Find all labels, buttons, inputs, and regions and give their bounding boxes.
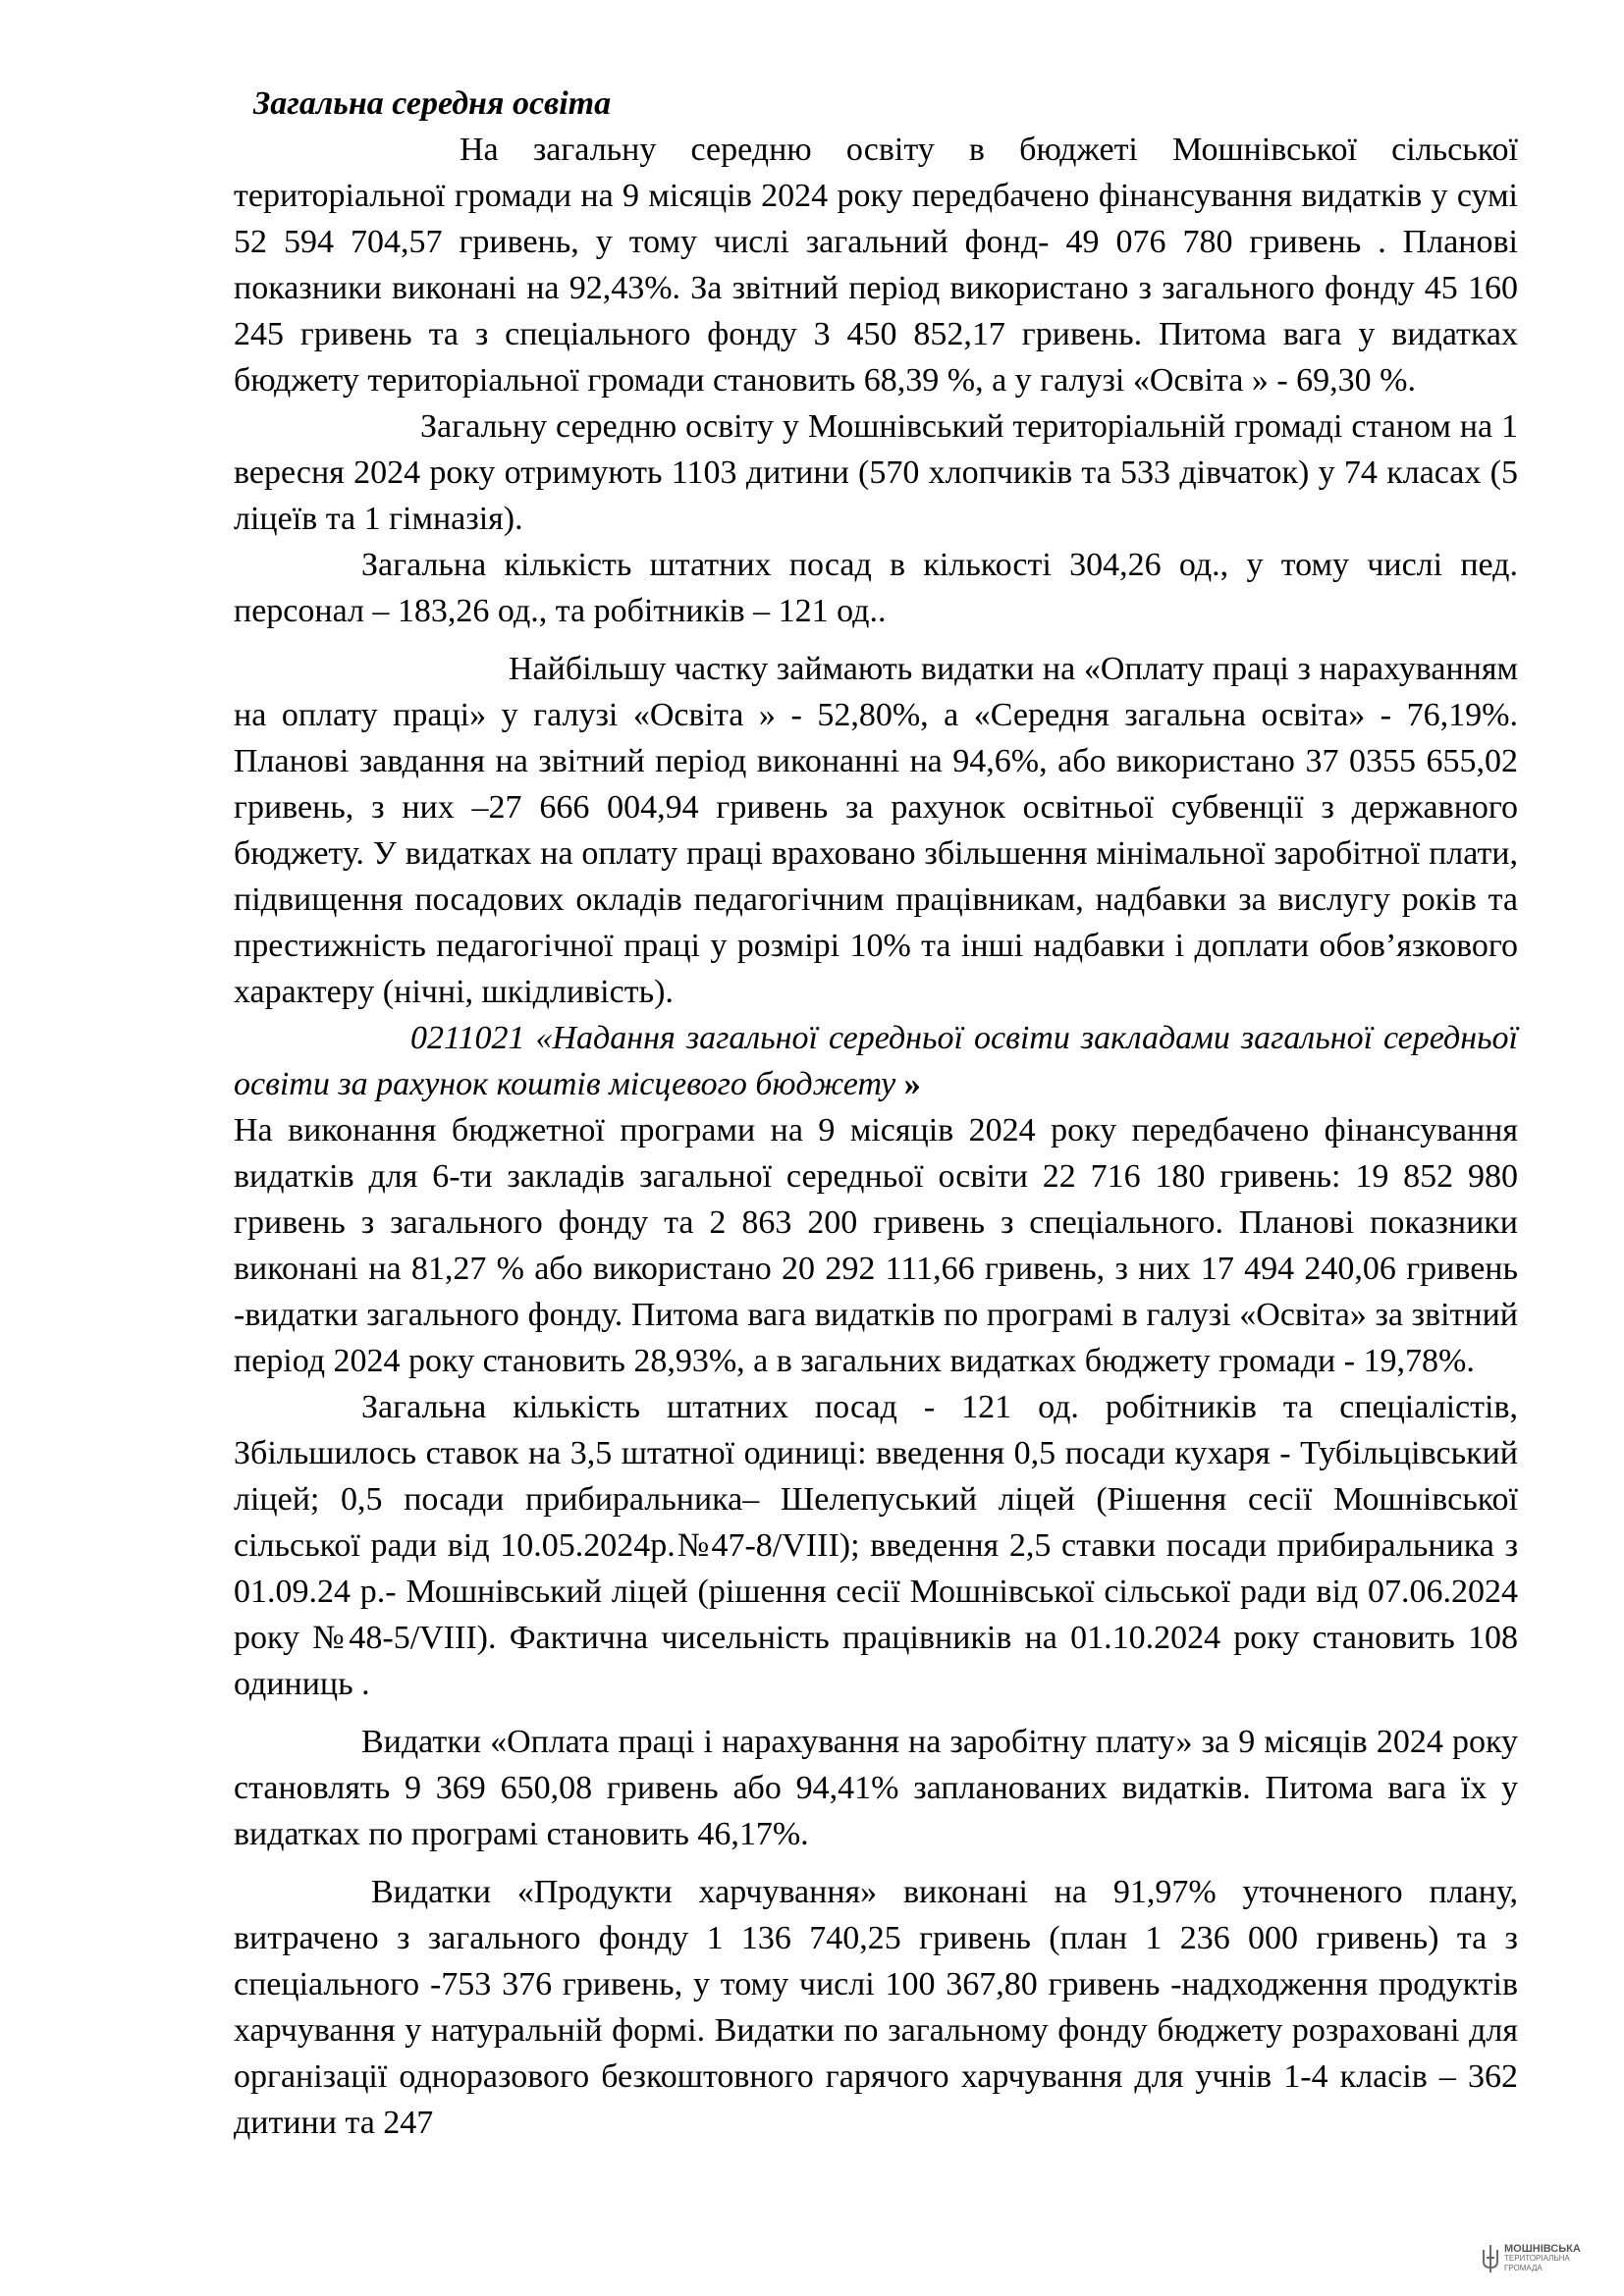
paragraph-staff: Загальна кількість штатних посад в кількості 304,26 од., у тому числі пед. персонал – 183,26 од., та робітників – 121 од.. [234, 547, 1518, 629]
paragraph-budget-overview: На загальну середню освіту в бюджеті Мошнівської сільської територіальної громади на 9 місяців 2024 року передбачено фінансування видатків у сумі 52 594 704,57 гривень, у тому числі загальний фонд- 49 076 780 гривень . Планові показники виконані на 92,43%. За звітний період використано з загального фонду 45 160 245 гривень та з спеціального фонду 3 450 852,17 гривень. Питома вага у видатках бюджету територіальної громади становить 68,39 %, а у галузі «Освіта » - 69,30 %. [234, 132, 1518, 399]
trident-icon [1481, 2244, 1500, 2273]
paragraph-program-food: Видатки «Продукти харчування» виконані на 91,97% уточненого плану, витрачено з загального фонду 1 136 740,25 гривень (план 1 236 000 гривень) та з спеціального -753 376 гривень, у тому числі 100 367,80 гривень -надходження продуктів харчування у натуральній формі. Видатки по загальному фонду бюджету розраховані для організації одноразового безкоштовного гарячого харчування для учнів 1-4 класів – 362 дитини та 247 [234, 1874, 1518, 2141]
program-title-quote: » [903, 1066, 921, 1102]
logo-line-2: ТЕРИТОРІАЛЬНА [1504, 2254, 1570, 2263]
paragraph-program-salary: Видатки «Оплата праці і нарахування на заробітну плату» за 9 місяців 2024 року становлять 9 369 650,08 гривень або 94,41% запланованих видатків. Питома вага їх у видатках по програмі становить 46,17%. [234, 1724, 1518, 1852]
program-title-text: 0211021 «Надання загальної середньої освіти закладами загальної середньої освіти за рахунок коштів місцевого бюджету [234, 1020, 1518, 1102]
paragraph-salary-share: Найбільшу частку займають видатки на «Оплату праці з нарахуванням на оплату праці» у галузі «Освіта » - 52,80%, а «Середня загальна освіта» - 76,19%. Планові завдання на звітний період виконанні на 94,6%, або використано 37 0355 655,02 гривень, з них –27 666 004,94 гривень за рахунок освітньої субвенції з державного бюджету. У видатках на оплату праці враховано збільшення мінімальної заробітної плати, підвищення посадових окладів педагогічним працівникам, надбавки за вислугу років та престижність педагогічної праці у розмірі 10% та інші надбавки і доплати обов’язкового характеру (нічні, шкідливість). [234, 651, 1518, 1010]
paragraph-program-execution: На виконання бюджетної програми на 9 місяців 2024 року передбачено фінансування видатків для 6-ти закладів загальної середньої освіти 22 716 180 гривень: 19 852 980 гривень з загального фонду та 2 863 200 гривень з спеціального. Планові показники виконані на 81,27 % або використано 20 292 111,66 гривень, з них 17 494 240,06 гривень -видатки загального фонду. Питома вага видатків по програмі в галузі «Освіта» за звітний період 2024 року становить 28,93%, а в загальних видатках бюджету громади - 19,78%. [234, 1112, 1518, 1379]
community-logo [1481, 2239, 1618, 2278]
paragraph-students: Загальну середню освіту у Мошнівський територіальній громаді станом на 1 вересня 2024 року отримують 1103 дитини (570 хлопчиків та 533 дівчаток) у 74 класах (5 ліцеїв та 1 гімназія). [234, 408, 1518, 537]
section-heading: Загальна середня освіта [253, 85, 612, 122]
program-title [234, 1015, 1518, 1107]
document-page [234, 47, 1518, 2146]
logo-line-3: ГРОМАДА [1504, 2264, 1543, 2272]
paragraph-program-staff: Загальна кількість штатних посад - 121 од. робітників та спеціалістів, Збільшилось ставок на 3,5 штатної одиниці: введення 0,5 посади кухаря - Тубільцівський ліцей; 0,5 посади прибиральника– Шелепуський ліцей (Рішення сесії Мошнівської сільської ради від 10.05.2024р.№47-8/VIII); введення 2,5 ставки посади прибиральника з 01.09.24 р.- Мошнівський ліцей (рішення сесії Мошнівської сільської ради від 07.06.2024 року №48-5/VIII). Фактична чисельність працівників на 01.10.2024 року становить 108 одиниць . [234, 1389, 1518, 1702]
logo-line-1: МОШНІВСЬКА [1504, 2243, 1581, 2255]
